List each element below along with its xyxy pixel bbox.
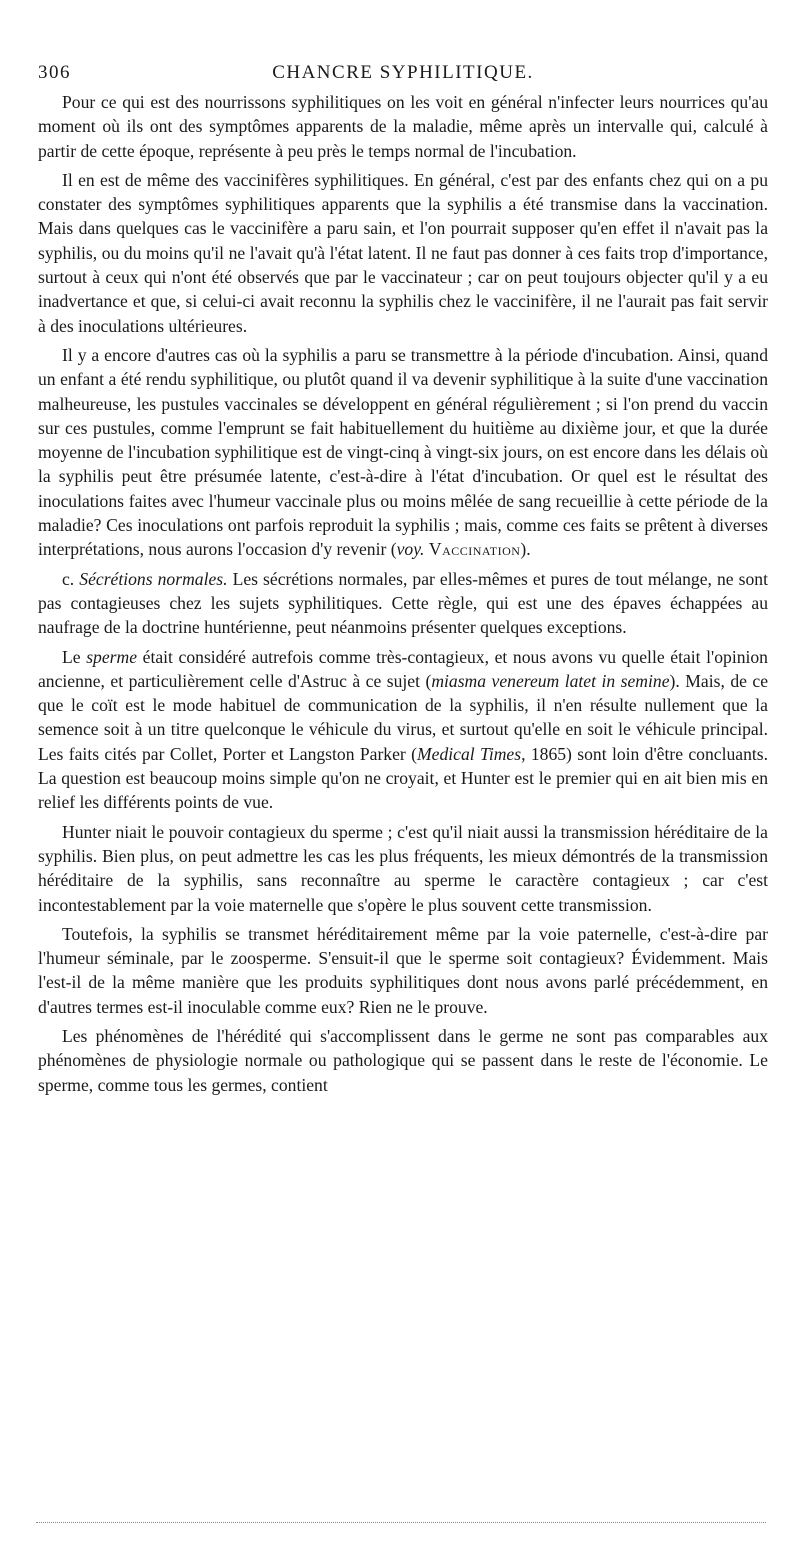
body-text <box>38 90 768 1097</box>
paragraph-sperme <box>38 645 768 815</box>
paragraph-nourrissons: Pour ce qui est des nourrissons syphilitiques on les voit en général n'infecter leurs nourrices qu'au moment où ils ont des symptômes apparents de la maladie, même après un intervalle qui, calculé à partir de cette époque, représente à peu près le temps normal de l'incubation. <box>38 92 768 161</box>
paragraph-text-d: 1865) sont loin d'être concluants. La question est beaucoup moins simple qu'on ne croyait, et Hunter est le premier qui en ait bien mis en relief les différents points de vue. <box>38 743 768 813</box>
paragraph-text-end: ). <box>520 539 531 560</box>
paragraph-text-c: ). Mais, de ce que le coït est le mode habituel de communication de la syphilis, il n'en résulte nullement que la semence soit à un titre quelconque le véhicule du virus, et surtout qu'elle en soit le véhicule principal. Les faits cités par Collet, Porter et Langston Parker ( <box>38 670 769 764</box>
paragraph-text: Il y a encore d'autres cas où la syphilis a paru se transmettre à la période d'incubation. Ainsi, quand un enfant a été rendu syphilitique, ou plutôt quand il va devenir syphilitique à la suite d'une vaccination malheureuse, les pustules vaccinales se développent en général régulièrement ; si l'on prend du vaccin sur ces pustules, comme l'emprunt se fait habituellement du huitième au dixième jour, et que la durée moyenne de l'incubation syphilitique est de vingt-cinq à vingt-six jours, on est encore dans les délais où la syphilis peut être présumée latente, c'est-à-dire à l'état d'incubation. Or quel est le résultat des inoculations faites avec l'humeur vaccinale plus ou moins mêlée de sang recueillie à cette période de la maladie? Ces inoculations ont parfois reproduit la syphilis ; mais, comme ces faits se prêtent à diverses interprétations, nous aurons l'occasion d'y revenir ( <box>38 344 768 560</box>
italic-reference: voy. <box>396 539 425 560</box>
paragraph-secretions <box>38 567 768 640</box>
footer-dotted-rule <box>36 1522 766 1523</box>
paragraph-hunter: Hunter niait le pouvoir contagieux du sperme ; c'est qu'il niait aussi la transmission héréditaire de la syphilis. Bien plus, on peut admettre les cas les plus fréquents, les mieux démontrés de la transmission héréditaire de la syphilis, sans reconnaître au sperme le caractère contagieux ; car c'est incontestablement par la voie maternelle que s'opère le plus souvent cette transmission. <box>38 821 768 915</box>
smallcaps-reference: Vaccination <box>428 539 521 560</box>
paragraph-heredite: Les phénomènes de l'hérédité qui s'accomplissent dans le germe ne sont pas comparables aux phénomènes de physiologie normale ou pathologique qui se passent dans le reste de l'économie. Le sperme, comme tous les germes, contient <box>38 1025 768 1095</box>
paragraph-text: Les sécrétions normales, par elles-mêmes et pures de tout mélange, ne sont pas contagieuses chez les sujets syphilitiques. Cette règle, qui est une des épaves échappées au naufrage de la doctrine huntérienne, peut néanmoins présenter quelques exceptions. <box>38 568 768 638</box>
paragraph-text-a: Le <box>62 646 81 667</box>
page-header <box>38 56 768 90</box>
running-title: CHANCRE SYPHILITIQUE. <box>272 62 534 83</box>
italic-journal-title: Medical Times, <box>417 743 526 764</box>
italic-latin-quote: miasma venereum latet in semine <box>431 670 670 691</box>
section-letter: c. <box>62 568 75 589</box>
section-heading: Sécrétions normales. <box>79 568 228 589</box>
italic-term: sperme <box>86 646 138 667</box>
paragraph-text-b: était considéré autrefois comme très-contagieux, et nous avons vu quelle était l'opinion ancienne, et particulièrement celle d'Astruc à ce sujet ( <box>38 646 768 691</box>
paragraph-toutefois: Toutefois, la syphilis se transmet héréditairement même par la voie paternelle, c'est-à-dire par l'humeur séminale, par le zoosperme. S'ensuit-il que le sperme soit contagieux? Évidemment. Mais l'est-il de la même manière que les produits syphilitiques dont nous avons parlé précédemment, en d'autres termes est-il inoculable comme eux? Rien ne le prouve. <box>38 923 768 1017</box>
paragraph-vaccinifers: Il en est de même des vaccinifères syphilitiques. En général, c'est par des enfants chez qui on a pu constater des symptômes syphilitiques apparents que la syphilis a été transmise dans la vaccination. Mais dans quelques cas le vaccinifère a paru sain, et l'on pourrait supposer qu'en effet il n'avait pas la syphilis, ou du moins qu'il ne l'avait qu'à l'état latent. Il ne faut pas donner à ces faits trop d'importance, surtout à ceux qui n'ont été observés que par le vaccinateur ; car on peut toujours objecter qu'il y a eu inadvertance et que, si celui-ci avait reconnu la syphilis chez le vaccinifère, il ne l'aurait pas fait servir à des inoculations ultérieures. <box>38 169 768 336</box>
page-number: 306 <box>38 62 71 83</box>
paragraph-incubation <box>38 343 768 562</box>
document-page <box>38 56 768 1102</box>
